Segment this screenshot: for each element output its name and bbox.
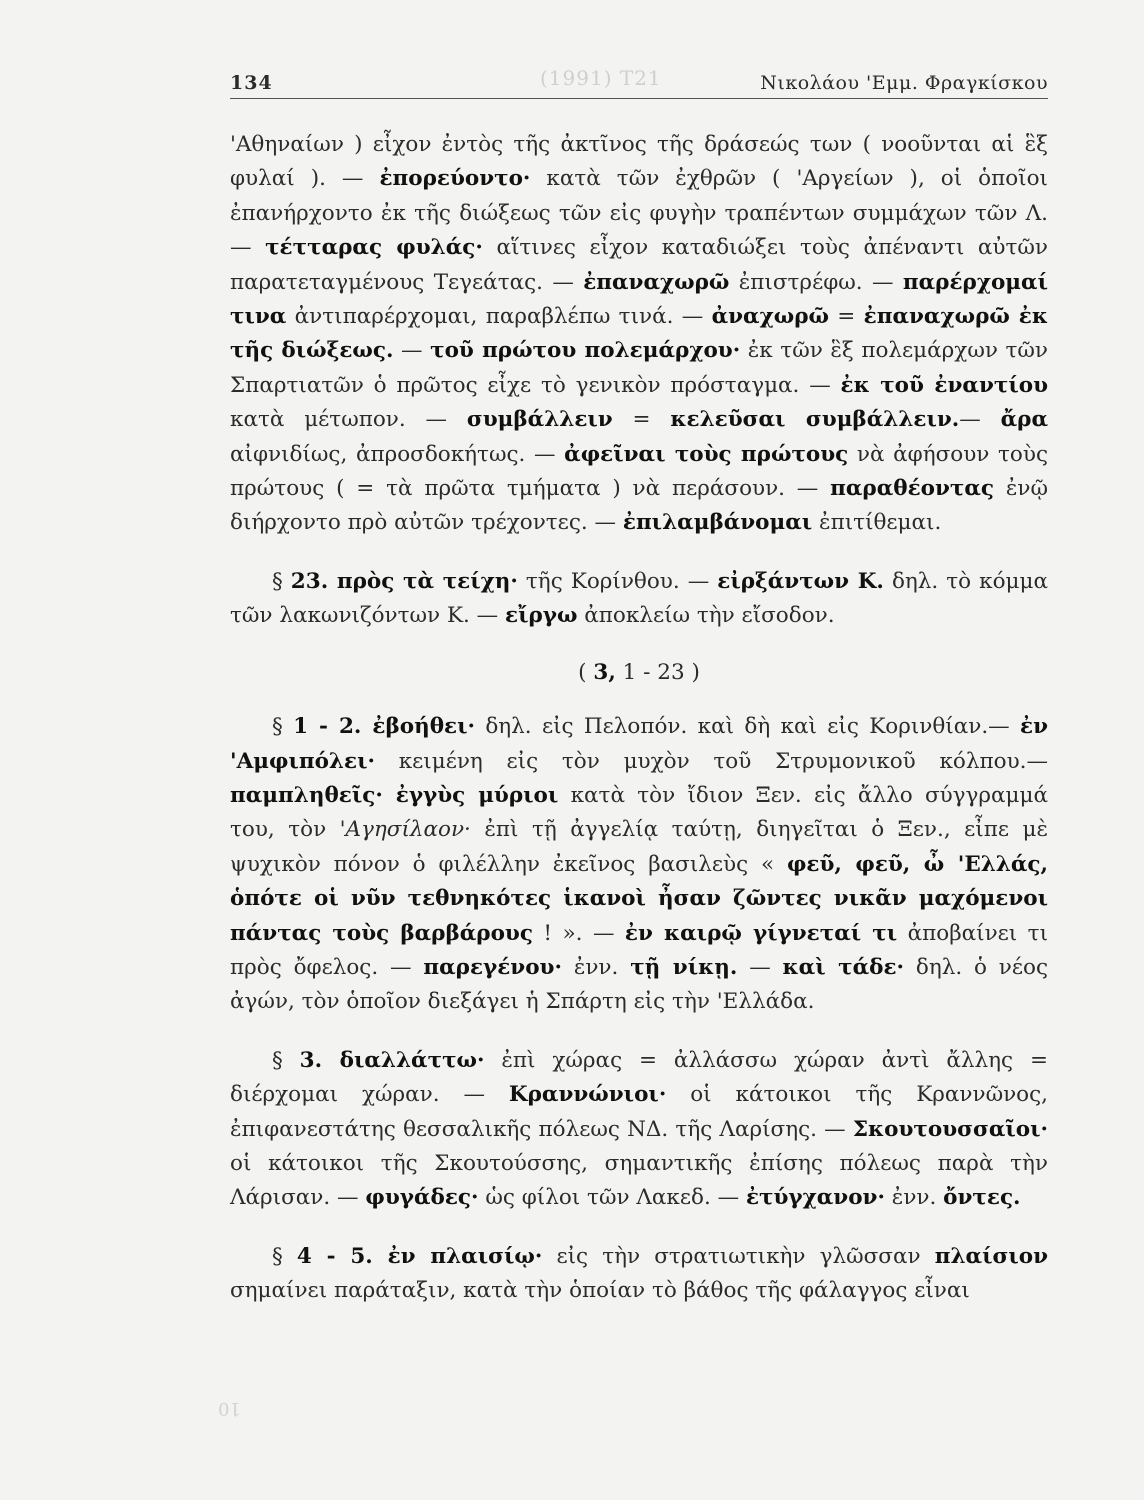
page-body: [230, 128, 1048, 1309]
page-number: 134: [230, 72, 273, 94]
section-heading: ( 3, 1 - 23 ): [578, 659, 700, 685]
running-head: Νικολάου 'Εμμ. Φραγκίσκου: [760, 72, 1048, 94]
commentary-paragraph-1: 'Αθηναίων ) εἶχον ἐντὸς τῆς ἀκτῖνος τῆς δράσεώς των ( νοοῦνται αἱ ἓξ φυλαί ). — ἐπορεύοντο· κατὰ τῶν ἐχθρῶν ( 'Αργείων ), οἱ ὁποῖοι ἐπανήρχοντο ἐκ τῆς διώξεως τῶν εἰς φυγὴν τραπέντων συμμάχων τῶν Λ. — τέτταρας φυλάς· αἵτινες εἶχον καταδιώξει τοὺς ἀπέναντι αὐτῶν παρατεταγμένους Τεγεάτας. — ἐπαναχωρῶ ἐπιστρέφω. — παρέρχομαί τινα ἀντιπαρέρχομαι, παραβλέπω τινά. — ἀναχωρῶ = ἐπαναχωρῶ ἐκ τῆς διώξεως. — τοῦ πρώτου πολεμάρχου· ἐκ τῶν ἓξ πολεμάρχων τῶν Σπαρτιατῶν ὁ πρῶτος εἶχε τὸ γενικὸν πρόσταγμα. — ἐκ τοῦ ἐναντίου κατὰ μέτωπον. — συμβάλλειν = κελεῦσαι συμβάλλειν.— ἄρα αἰφνιδίως, ἀπροσδοκήτως. — ἀφεῖναι τοὺς πρώτους νὰ ἀφήσουν τοὺς πρώτους ( = τὰ πρῶτα τμήματα ) νὰ περάσουν. — παραθέοντας ἐνῷ διήρχοντο πρὸ αὐτῶν τρέχοντες. — ἐπιλαμβάνομαι ἐπιτίθεμαι.: [230, 132, 1049, 536]
commentary-paragraph-3: § 3. διαλλάττω· ἐπὶ χώρας = ἀλλάσσω χώραν ἀντὶ ἄλλης = διέρχομαι χώραν. — Κραννώνιοι· οἱ κάτοικοι τῆς Κραννῶνος, ἐπιφανεστάτης θεσσαλικῆς πόλεως ΝΔ. τῆς Λαρίσης. — Σκουτουσσαῖοι· οἱ κάτοικοι τῆς Σκουτούσσης, σημαντικῆς ἐπίσης πόλεως παρὰ τὴν Λάρισαν. — φυγάδες· ὡς φίλοι τῶν Λακεδ. — ἐτύγχανον· ἐνν. ὄντες.: [230, 1047, 1048, 1211]
bleed-through-text: (1991) T21: [540, 66, 662, 90]
commentary-paragraph-4-5: § 4 - 5. ἐν πλαισίῳ· εἰς τὴν στρατιωτικὴν γλῶσσαν πλαίσιον σημαίνει παράταξιν, κατὰ τὴν ὁποίαν τὸ βάθος τῆς φάλαγγος εἶναι: [230, 1243, 1048, 1304]
page-header: [230, 64, 1048, 99]
bleed-through-mark: 10: [218, 1398, 241, 1419]
commentary-paragraph-1-2: § 1 - 2. ἐβοήθει· δηλ. εἰς Πελοπόν. καὶ δὴ καὶ εἰς Κορινθίαν.— ἐν 'Αμφιπόλει· κειμένη εἰς τὸν μυχὸν τοῦ Στρυμονικοῦ κόλπου.— παμπληθεῖς· ἐγγὺς μύριοι κατὰ τὸν ἴδιον Ξεν. εἰς ἄλλο σύγγραμμά του, τὸν 'Αγησίλαον· ἐπὶ τῇ ἀγγελίᾳ ταύτῃ, διηγεῖται ὁ Ξεν., εἶπε μὲ ψυχικὸν πόνον ὁ φιλέλλην ἐκεῖνος βασιλεὺς « φεῦ, φεῦ, ὦ 'Ελλάς, ὁπότε οἱ νῦν τεθνηκότες ἱκανοὶ ἦσαν ζῶντες νικᾶν μαχόμενοι πάντας τοὺς βαρβάρους ! ». — ἐν καιρῷ γίγνεταί τι ἀποβαίνει τι πρὸς ὄφελος. — παρεγένου· ἐνν. τῇ νίκῃ. — καὶ τάδε· δηλ. ὁ νέος ἀγών, τὸν ὁποῖον διεξάγει ἡ Σπάρτη εἰς τὴν 'Ελλάδα.: [230, 714, 1049, 1015]
commentary-paragraph-23: § 23. πρὸς τὰ τείχη· τῆς Κορίνθου. — εἰρξάντων Κ. δηλ. τὸ κόμμα τῶν λακωνιζόντων Κ. — εἴργω ἀποκλείω τὴν εἴσοδον.: [230, 568, 1048, 629]
